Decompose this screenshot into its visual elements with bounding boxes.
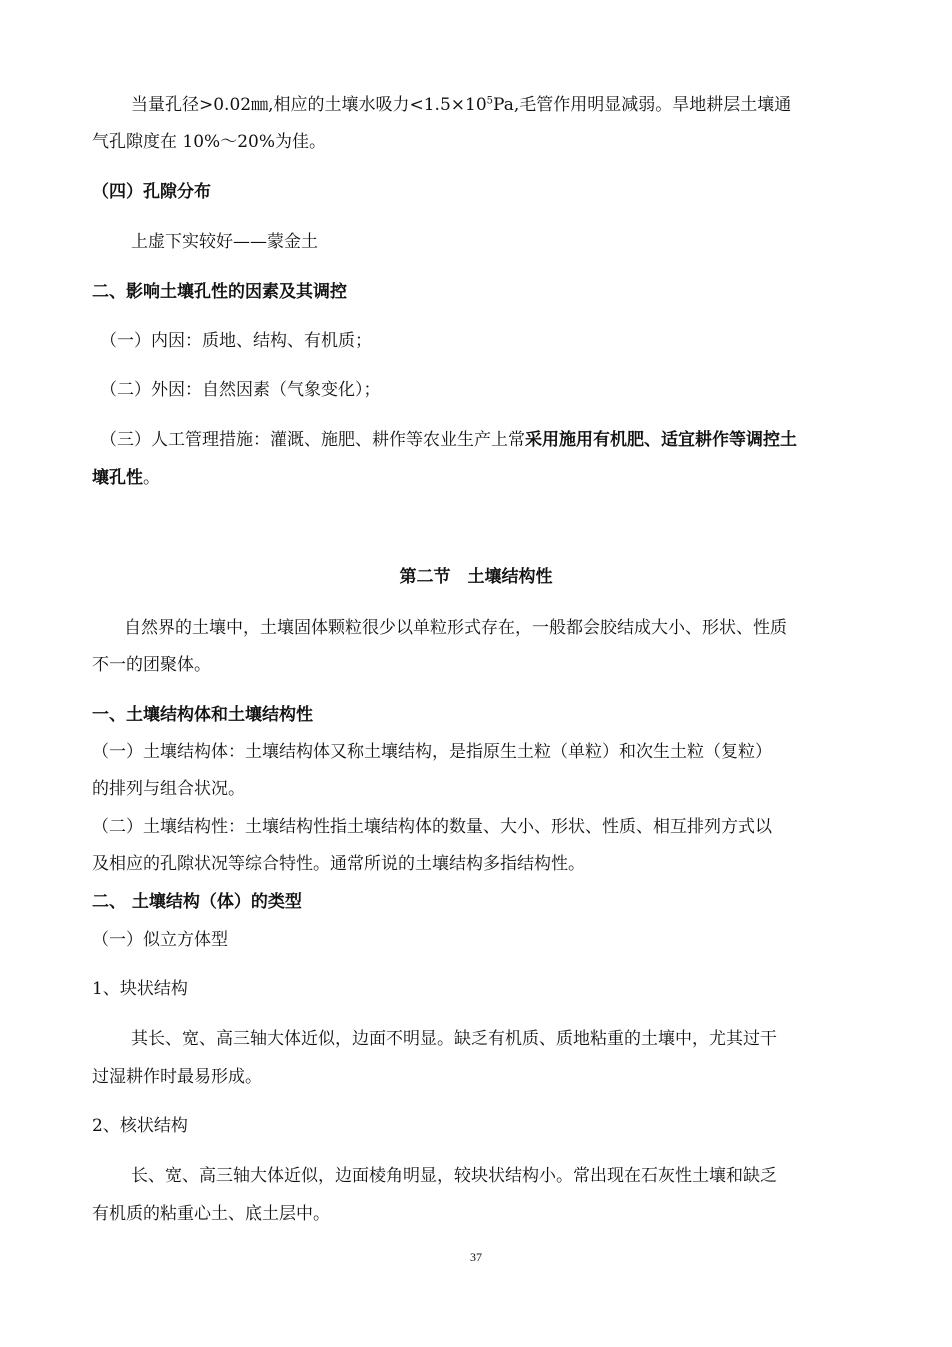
heading-types: 二、 土壤结构（体）的类型 [92,892,302,912]
text: 当量孔径>0.02㎜,相应的土壤水吸力<1.5×10 [131,95,487,115]
factor-management-line2 [92,467,160,489]
intro-line1: 自然界的土壤中，土壤固体颗粒很少以单粒形式存在，一般都会胶结成大小、形状、性质 [124,618,787,638]
text: （三）人工管理措施：灌溉、施肥、耕作等农业生产上常 [100,430,525,450]
structure-property-line2: 及相应的孔隙状况等综合特性。通常所说的土壤结构多指结构性。 [92,854,585,874]
page-number: 37 [470,1250,482,1264]
pore-distribution-text: 上虚下实较好——蒙金土 [131,232,318,252]
type-cube-like: （一）似立方体型 [92,930,228,950]
section-title: 第二节 土壤结构性 [399,567,553,587]
nut-structure-line1: 长、宽、高三轴大体近似，边面棱角明显，较块状结构小。常出现在石灰性土壤和缺乏 [131,1166,777,1186]
text: 。 [143,468,160,488]
structure-property-line1: （二）土壤结构性：土壤结构性指土壤结构体的数量、大小、形状、性质、相互排列方式以 [92,817,772,837]
structure-body-line2: 的排列与组合状况。 [92,779,245,799]
block-structure-title: 1、块状结构 [92,979,188,999]
intro-line2: 不一的团聚体。 [92,655,211,675]
text: Pa,毛管作用明显减弱。旱地耕层土壤通 [493,95,792,115]
heading-pore-distribution: （四）孔隙分布 [92,182,211,202]
paragraph-pore-size-line2: 气孔隙度在 10%～20%为佳。 [92,132,326,152]
heading-structure: 一、土壤结构体和土壤结构性 [92,705,313,725]
nut-structure-line2: 有机质的粘重心土、底土层中。 [92,1204,330,1224]
block-structure-line2: 过湿耕作时最易形成。 [92,1067,262,1087]
block-structure-line1: 其长、宽、高三轴大体近似，边面不明显。缺乏有机质、质地粘重的土壤中，尤其过干 [131,1029,777,1049]
factor-internal: （一）内因：质地、结构、有机质； [100,331,372,351]
factor-management-line1 [100,429,797,451]
paragraph-pore-size-line1 [131,94,791,116]
superscript: 5 [486,95,494,107]
bold-text: 壤孔性 [92,468,143,488]
structure-body-line1: （一）土壤结构体：土壤结构体又称土壤结构，是指原生土粒（单粒）和次生土粒（复粒） [92,742,772,762]
factor-external: （二）外因：自然因素（气象变化）； [100,380,381,400]
nut-structure-title: 2、核状结构 [92,1116,188,1136]
heading-factors: 二、影响土壤孔性的因素及其调控 [92,282,347,302]
bold-text: 采用施用有机肥、适宜耕作等调控土 [525,430,797,450]
